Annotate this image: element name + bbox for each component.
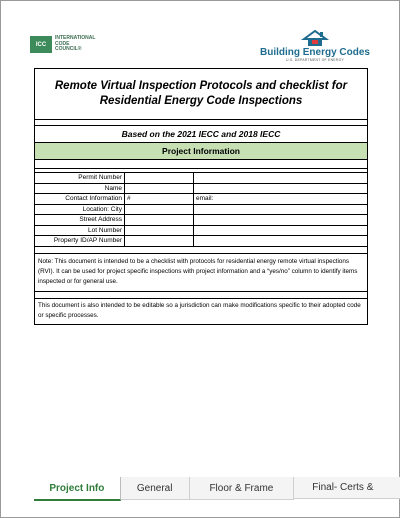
building-energy-codes-logo: [260, 29, 370, 62]
field-label: Name: [35, 183, 125, 194]
field-value-extra[interactable]: [194, 215, 368, 226]
field-value-extra[interactable]: [194, 173, 368, 183]
field-value[interactable]: #: [125, 194, 194, 205]
field-label: Location: City: [35, 204, 125, 215]
field-value-extra[interactable]: [194, 183, 368, 194]
icc-line-3: COUNCIL®: [55, 46, 82, 53]
tab-floor-frame[interactable]: Floor & Frame: [190, 477, 295, 500]
field-value[interactable]: [125, 183, 194, 194]
house-icon: [300, 29, 330, 47]
blank-row[interactable]: [35, 160, 367, 169]
note-paragraph-2: This document is also intended to be editable so a jurisdiction can make modifications specific to their adopted code or specific processes.: [38, 301, 361, 319]
field-value-extra[interactable]: [194, 236, 368, 247]
header: [0, 0, 400, 70]
field-value-extra[interactable]: [194, 225, 368, 236]
field-label: Lot Number: [35, 225, 125, 236]
field-value-extra[interactable]: [194, 204, 368, 215]
table-row: [35, 194, 367, 205]
tab-final-certs[interactable]: Final- Certs &: [294, 477, 400, 499]
blank-row[interactable]: [35, 292, 367, 299]
based-on-line: Based on the 2021 IECC and 2018 IECC: [35, 126, 367, 143]
icc-logo-mark: ICC: [30, 36, 52, 53]
note-paragraph: Note: This document is intended to be a checklist with protocols for residential energy remote virtual inspections (RVI). It can be used for project specific inspections with project information and a “yes/no” column to identify items inspected or for general use.: [35, 254, 367, 292]
icc-line-1: INTERNATIONAL: [55, 35, 96, 41]
field-label: Street Address: [35, 215, 125, 226]
document-title: Remote Virtual Inspection Protocols and checklist for Residential Energy Code Inspections: [35, 69, 367, 120]
table-row: [35, 183, 367, 194]
field-value-extra[interactable]: email:: [194, 194, 368, 205]
project-info-table: [35, 173, 367, 247]
icc-logo-text: [55, 36, 95, 53]
field-label: Contact Information: [35, 194, 125, 205]
blank-row[interactable]: [35, 247, 367, 254]
tab-general[interactable]: General: [121, 477, 190, 500]
table-row: [35, 225, 367, 236]
table-row: [35, 236, 367, 247]
checklist-document: [34, 68, 368, 325]
icc-line-2: CODE: [55, 40, 70, 47]
tab-project-info[interactable]: Project Info: [34, 477, 121, 501]
field-value[interactable]: [125, 204, 194, 215]
bec-title: Building Energy Codes: [259, 47, 370, 58]
field-label: Permit Number: [35, 173, 125, 183]
table-row: [35, 173, 367, 183]
field-label: Property ID/AP Number: [35, 236, 125, 247]
section-header: Project Information: [35, 143, 367, 160]
table-row: [35, 215, 367, 226]
table-row: [35, 204, 367, 215]
icc-logo: [30, 36, 95, 53]
field-value[interactable]: [125, 173, 194, 183]
field-value[interactable]: [125, 225, 194, 236]
field-value[interactable]: [125, 215, 194, 226]
field-value[interactable]: [125, 236, 194, 247]
bec-subtitle: U.S. DEPARTMENT OF ENERGY: [285, 58, 345, 62]
sheet-tabs: [34, 477, 400, 501]
